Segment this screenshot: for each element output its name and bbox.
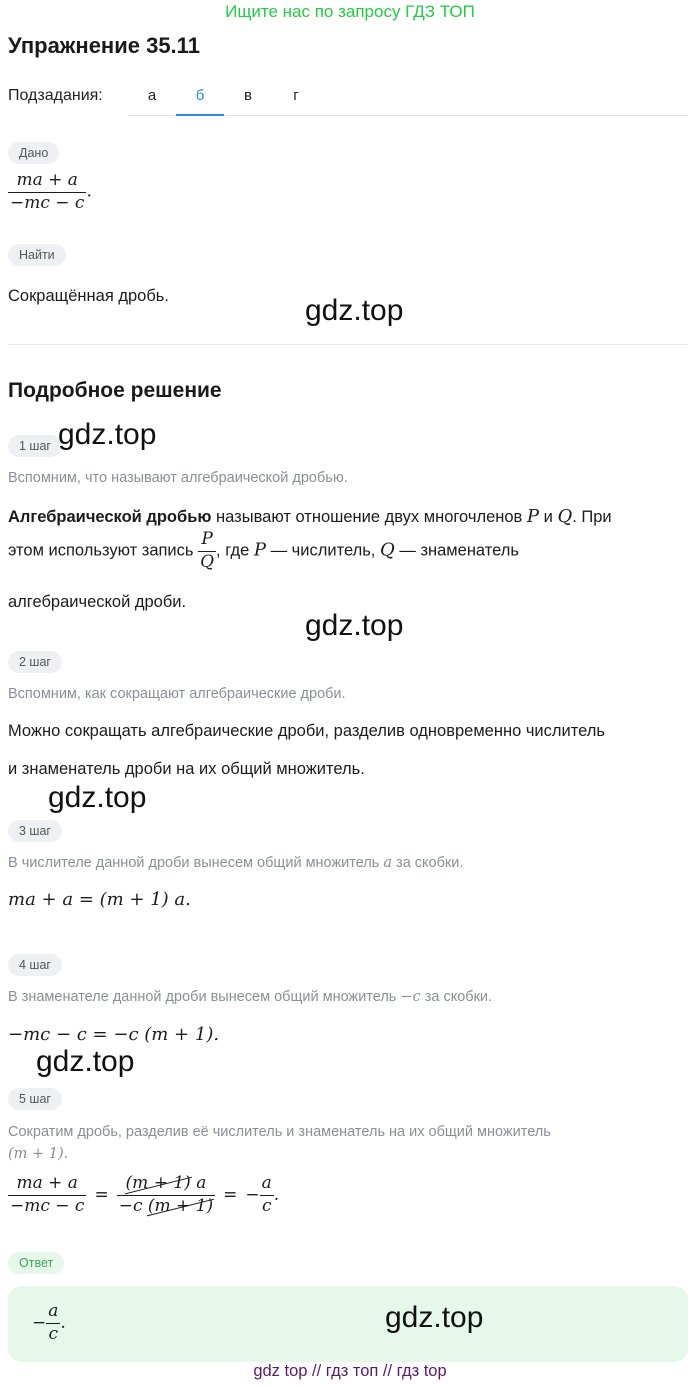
step-5-hint-line1: Сократим дробь, разделив её числитель и знаменатель на их общий множитель [8,1124,551,1140]
formula-end: . [273,1185,280,1206]
given-denominator: −mc − c [10,192,85,213]
step-1-text [8,503,693,531]
step-2-text-line1: Можно сокращать алгебраические дроби, разделив одновременно числитель [8,722,605,740]
var-P: P [526,506,540,527]
step-1-line2c: — числитель, [270,541,376,560]
step-5-hint-line2: (m + 1). [8,1146,69,1162]
answer-fraction [46,1302,60,1344]
answer-den: c [48,1323,59,1344]
frac-3-den: c [261,1195,272,1216]
step-1-hint: Вспомним, что называют алгебраической дробью. [8,470,348,486]
equals-sign: = [94,1185,109,1206]
tab-a[interactable]: а [147,87,157,104]
step-4-hint [8,989,492,1005]
footer-links[interactable]: gdz top // гдз топ // гдз top [253,1362,447,1380]
given-fraction [8,171,92,213]
term-bold: Алгебраической дробью [8,508,212,526]
divider [8,344,688,345]
P-over-Q-fraction [198,530,216,572]
tab-v[interactable]: в [244,87,252,104]
step-4-hint-var: −c [400,989,421,1005]
watermark: gdz.top [58,418,157,451]
step-3-hint-a: В числителе данной дроби вынесем общий множитель [8,855,380,871]
step-5-formula [8,1174,279,1216]
step-4-hint-a: В знаменателе данной дроби вынесем общий множитель [8,989,397,1005]
page-title: Упражнение 35.11 [8,33,200,58]
frac-2-num-rest: a [196,1173,207,1193]
equals-sign: = [223,1185,238,1206]
watermark: gdz.top [36,1045,135,1078]
frac-2-den [117,1197,215,1217]
frac-2-num [124,1174,209,1194]
step-3-pill: 3 шаг [8,820,62,842]
tab-g[interactable]: г [293,87,299,104]
given-tail: . [86,181,92,202]
step-4-formula: −mc − c = −c (m + 1). [8,1024,220,1045]
answer-pill: Ответ [8,1252,64,1274]
given-numerator: ma + a [16,170,78,190]
var-Q: Q [380,539,395,561]
frac-1-den: −mc − c [10,1195,85,1216]
step-1-line2b: , где [216,541,250,560]
step-3-hint-b: за скобки. [396,855,464,871]
frac-3-num: a [261,1173,272,1193]
var-Q: Q [557,506,573,527]
step-1-line2d: — знаменатель [399,541,519,560]
fraction-1 [8,1174,86,1216]
step-1-line3: алгебраической дроби. [8,593,187,611]
search-banner: Ищите нас по запросу ГДЗ ТОП [225,2,475,21]
tab-b[interactable]: б [176,78,224,116]
watermark: gdz.top [48,781,147,814]
answer-end: . [60,1313,66,1334]
subtasks-tabs [128,78,688,116]
step-3-hint-var: a [383,855,393,871]
var-P: P [253,539,266,561]
minus-sign: − [245,1185,260,1206]
step-1-line2 [8,530,519,572]
and-word: и [543,508,553,526]
step-3-formula: ma + a = (m + 1) a. [8,889,191,910]
minus-sign: − [32,1313,47,1334]
watermark: gdz.top [305,609,404,642]
frac-2-den-lead: −c [118,1195,143,1216]
struck-factor: (m + 1) [147,1195,214,1216]
frac-1-num: ma + a [16,1173,78,1193]
answer-box [8,1286,688,1362]
step-3-hint [8,855,463,871]
step-1-text-part1: называют отношение двух многочленов [216,508,523,526]
step-4-pill: 4 шаг [8,954,62,976]
step-2-hint: Вспомним, как сокращают алгебраические дроби. [8,686,346,702]
watermark: gdz.top [305,294,404,327]
step-1-pill: 1 шаг [8,435,62,457]
find-text: Сокращённая дробь. [8,287,169,305]
given-pill: Дано [8,142,59,164]
subtasks-label: Подзадания: [8,87,103,104]
frac-den-Q: Q [200,551,215,572]
step-2-pill: 2 шаг [8,651,62,673]
frac-num-P: P [201,529,213,549]
step-1-text-part2: . При [572,508,612,526]
fraction-2 [117,1174,215,1216]
step-4-hint-b: за скобки. [424,989,493,1005]
answer-formula [32,1302,66,1344]
struck-factor: (m + 1) [125,1173,191,1193]
step-2-text-line2: и знаменатель дроби на их общий множитель. [8,760,365,778]
find-pill: Найти [8,244,66,266]
solution-heading: Подробное решение [8,379,222,402]
step-1-line2a: этом используют запись [8,541,194,560]
fraction-3 [260,1174,274,1216]
watermark: gdz.top [385,1301,484,1334]
step-5-pill: 5 шаг [8,1088,62,1110]
answer-num: a [48,1301,59,1321]
